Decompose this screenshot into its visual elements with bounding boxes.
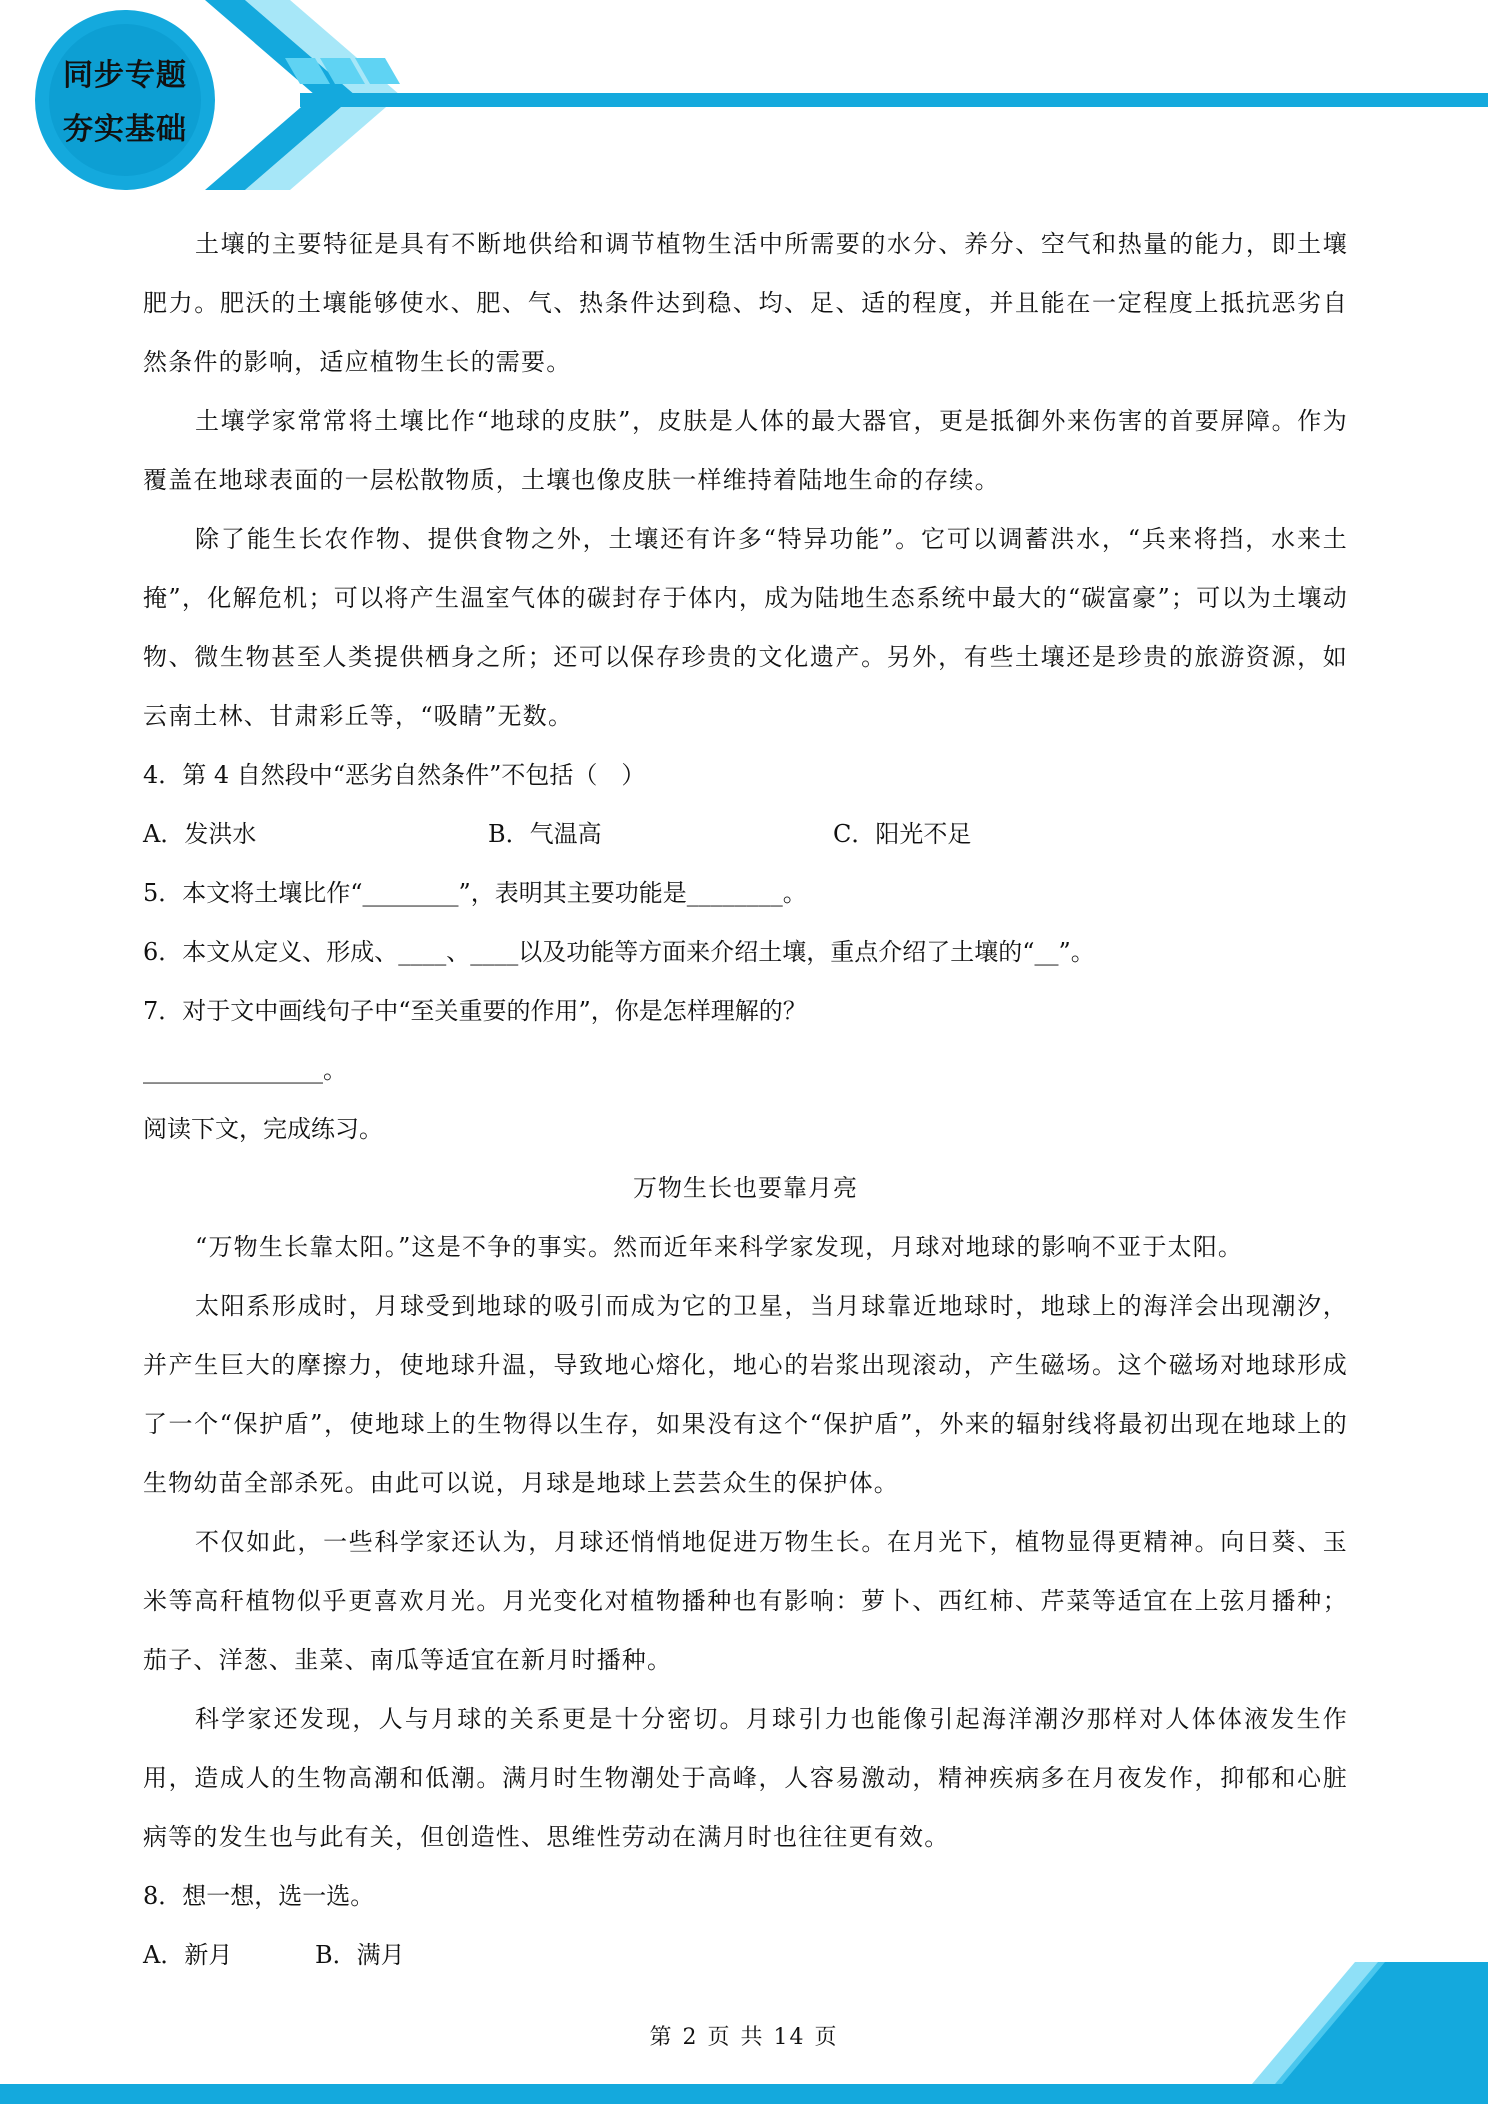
header-banner (0, 0, 1488, 200)
passage1-paragraph: 除了能生长农作物、提供食物之外，土壤还有许多“特异功能”。它可以调蓄洪水，“兵来将挡，水来土掩”，化解危机；可以将产生温室气体的碳封存于体内，成为陆地生态系统中最大的“碳富豪”；可以为土壤动物、微生物甚至人类提供栖身之所；还可以保存珍贵的文化遗产。另外，有些土壤还是珍贵的旅游资源，如云南土林、甘肃彩丘等，“吸睛”无数。 (143, 525, 1348, 730)
option-a[interactable]: A．发洪水 (143, 820, 257, 848)
passage2-paragraph: 不仅如此，一些科学家还认为，月球还悄悄地促进万物生长。在月光下，植物显得更精神。向日葵、玉米等高秆植物似乎更喜欢月光。月光变化对植物播种也有影响：萝卜、西红柿、芹菜等适宜在上弦月播种；茄子、洋葱、韭菜、南瓜等适宜在新月时播种。 (143, 1528, 1348, 1674)
page-content (143, 215, 1348, 1985)
passage2-paragraph: “万物生长靠太阳。”这是不争的事实。然而近年来科学家发现，月球对地球的影响不亚于太阳。 (195, 1233, 1244, 1261)
option-c[interactable]: C．阳光不足 (833, 820, 972, 848)
reading-instruction: 阅读下文，完成练习。 (143, 1115, 383, 1143)
badge-line-2: 夯实基础 (63, 112, 187, 147)
question-4-stem: 4．第 4 自然段中“恶劣自然条件”不包括（ ） (143, 761, 646, 789)
passage2-paragraph: 太阳系形成时，月球受到地球的吸引而成为它的卫星，当月球靠近地球时，地球上的海洋会出现潮汐，并产生巨大的摩擦力，使地球升温，导致地心熔化，地心的岩浆出现滚动，产生磁场。这个磁场对地球形成了一个“保护盾”，使地球上的生物得以生存，如果没有这个“保护盾”，外来的辐射线将最初出现在地球上的生物幼苗全部杀死。由此可以说，月球是地球上芸芸众生的保护体。 (143, 1292, 1348, 1497)
badge-line-1: 同步专题 (63, 58, 187, 93)
question-6: 6．本文从定义、形成、____、____以及功能等方面来介绍土壤，重点介绍了土壤的“__”。 (143, 938, 1095, 966)
question-7-answer-line[interactable]: _______________。 (143, 1056, 347, 1084)
question-8-options (143, 1926, 1348, 1985)
passage2-paragraph: 科学家还发现，人与月球的关系更是十分密切。月球引力也能像引起海洋潮汐那样对人体体液发生作用，造成人的生物高潮和低潮。满月时生物潮处于高峰，人容易激动，精神疾病多在月夜发作，抑郁和心脏病等的发生也与此有关，但创造性、思维性劳动在满月时也往往更有效。 (143, 1705, 1348, 1851)
page-number: 第 2 页 共 14 页 (649, 2025, 839, 2050)
option-b[interactable]: B．气温高 (488, 820, 602, 848)
passage1-paragraph: 土壤的主要特征是具有不断地供给和调节植物生活中所需要的水分、养分、空气和热量的能力，即土壤肥力。肥沃的土壤能够使水、肥、气、热条件达到稳、均、足、适的程度，并且能在一定程度上抵抗恶劣自然条件的影响，适应植物生长的需要。 (143, 230, 1348, 376)
option-a[interactable]: A．新月 (143, 1941, 233, 1969)
passage2-title: 万物生长也要靠月亮 (633, 1174, 858, 1202)
question-8-stem: 8．想一想，选一选。 (143, 1882, 375, 1910)
question-5: 5．本文将土壤比作“________”，表明其主要功能是________。 (143, 879, 807, 907)
option-b[interactable]: B．满月 (315, 1941, 405, 1969)
question-4-options (143, 805, 1348, 864)
question-7-stem: 7．对于文中画线句子中“至关重要的作用”，你是怎样理解的？ (143, 997, 807, 1025)
passage1-paragraph: 土壤学家常常将土壤比作“地球的皮肤”，皮肤是人体的最大器官，更是抵御外来伤害的首要屏障。作为覆盖在地球表面的一层松散物质，土壤也像皮肤一样维持着陆地生命的存续。 (143, 407, 1348, 494)
